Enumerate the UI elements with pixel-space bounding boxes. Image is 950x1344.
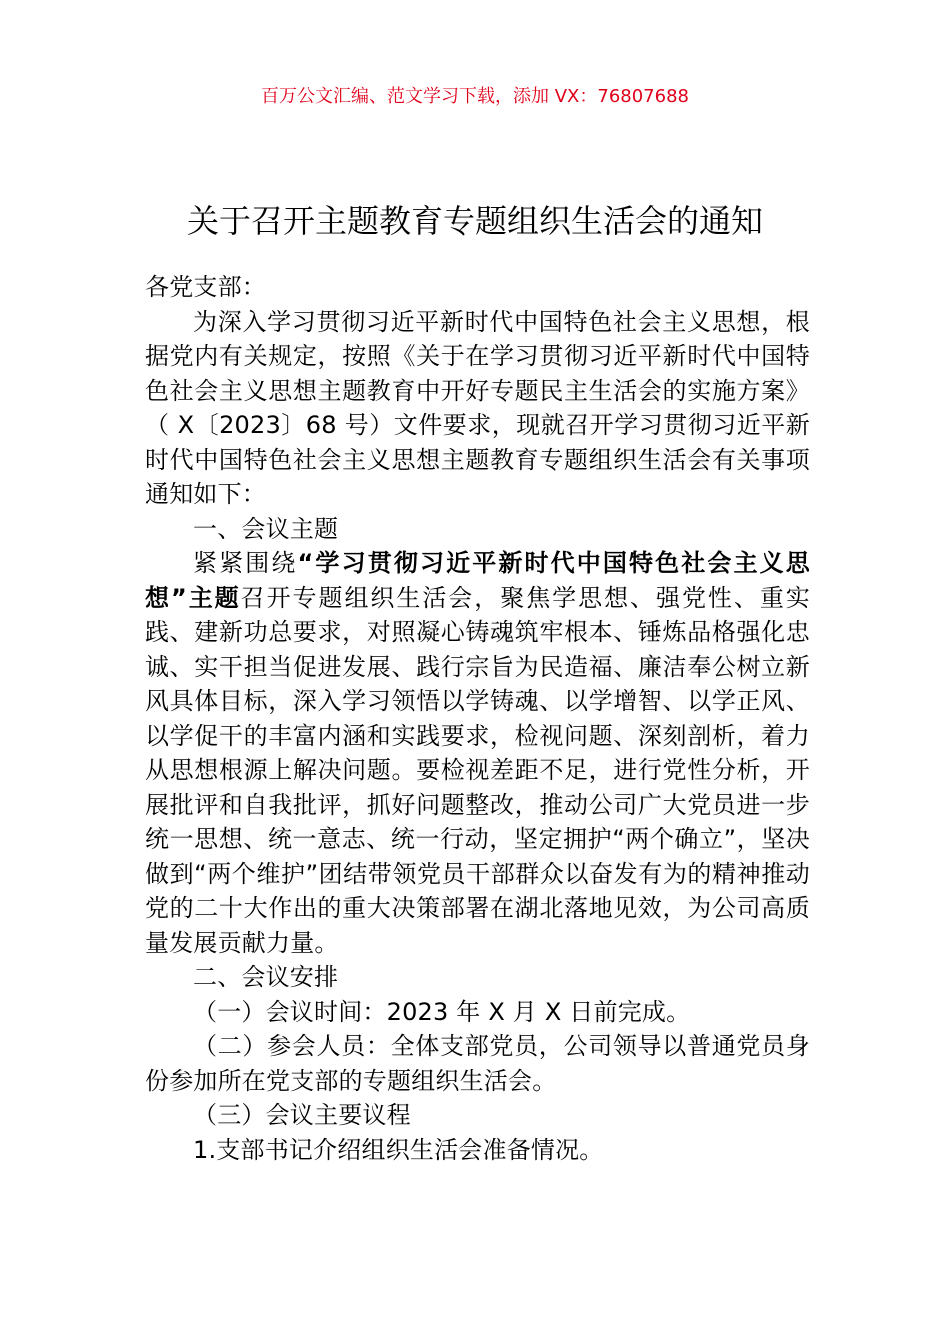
salutation: 各党支部： — [145, 273, 266, 301]
section1-heading: 一、会议主题 — [193, 514, 339, 543]
document-title: 关于召开主题教育专题组织生活会的通知 — [186, 202, 763, 241]
section2-heading: 二、会议安排 — [193, 963, 339, 991]
section2-time: （一）会议时间：2023 年 X 月 X 日前完成。 — [193, 997, 691, 1026]
section1-lead: 紧紧围绕 — [193, 549, 298, 577]
watermark-text: 百万公文汇编、范文学习下载，添加 VX：76807688 — [261, 86, 689, 107]
section1-body: 召开专题组织生活会，聚焦学思想、强党性、重实践、建新功总要求，对照凝心铸魂筑牢根本、锤炼品格强化忠诚、实干担当促进发展、践行宗旨为民造福、廉洁奉公树立新风具体目标，深入学习领悟以学铸魂、以学增智、以学正风、以学促干的丰富内涵和实践要求，检视问题、深刻剖析，着力从思想根源上解决问题。要检视差距不足，进行党性分析，开展批评和自我批评，抓好问题整改，推动公司广大党员进一步统一思想、统一意志、统一行动，坚定拥护“两个确立”，坚决做到“两个维护”团结带领党员干部群众以奋发有为的精神推动党的二十大作出的重大决策部署在湖北落地见效，为公司高质量发展贡献力量。 — [145, 583, 810, 957]
section1-paragraph — [145, 546, 810, 960]
document-body — [145, 270, 810, 1167]
section2-attendees: （二）参会人员：全体支部党员，公司领导以普通党员身份参加所在党支部的专题组织生活会。 — [145, 1032, 810, 1095]
section1-theme-bold: “学习贯彻习近平新时代中国特色社会主义思想”主题 — [145, 549, 810, 612]
section2-agenda-heading: （三）会议主要议程 — [193, 1101, 411, 1129]
intro-paragraph: 为深入学习贯彻习近平新时代中国特色社会主义思想，根据党内有关规定，按照《关于在学习贯彻习近平新时代中国特色社会主义思想主题教育中开好专题民主生活会的实施方案》（ X〔2023〕68 号）文件要求，现就召开学习贯彻习近平新时代中国特色社会主义思想主题教育专题组织生活会有关事项通知如下： — [145, 307, 810, 508]
section2-agenda-item-1: 1.支部书记介绍组织生活会准备情况。 — [193, 1135, 604, 1164]
